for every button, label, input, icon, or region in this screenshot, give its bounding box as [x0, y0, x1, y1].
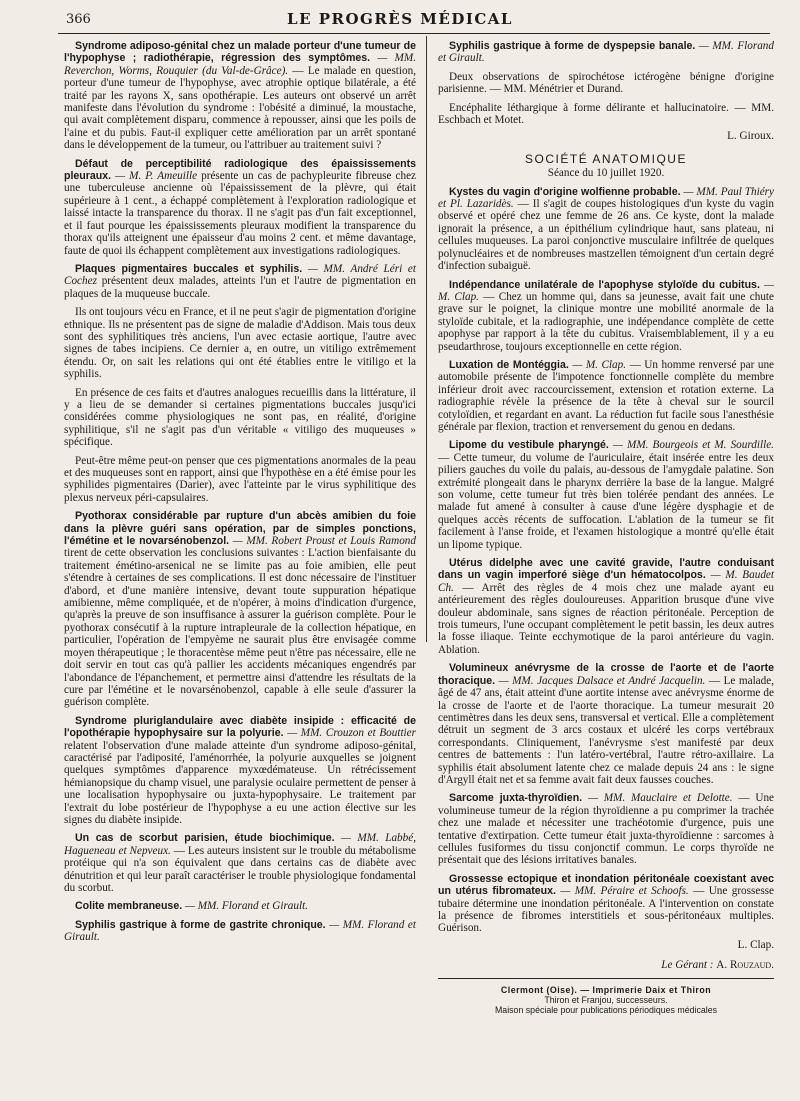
article-paragraph	[64, 715, 416, 827]
article-paragraph	[438, 279, 774, 353]
article-title: Un cas de scorbut parisien, étude biochimique.	[75, 832, 335, 845]
article-paragraph	[438, 557, 774, 656]
article-authors: — MM. Reverchon, Worms, Rouquier (du Val-de-Grâce).	[64, 52, 416, 77]
society-heading: SOCIÉTÉ ANATOMIQUE	[525, 151, 687, 166]
article-body: — Une volumineuse tumeur de la région thyroïdienne a pu comprimer la trachée chez une malade et nécessiter une trachéotomie d'urgence, puis une tentative d'extirpation. Cette tumeur était juxta-thyroïdienne : sarcomes à cellules fusiformes du tissu conjonctif commun. Le corps thyroïde ne présentait que des lésions irritatives banales.	[438, 792, 775, 867]
article-authors: — MM. Mauclaire et Delotte.	[587, 792, 733, 805]
article-title: Pyothorax considérable par rupture d'un abcès amibien du foie dans la plèvre guéri sans opération, par de simples ponctions, l'émétine et le novarsénobenzol.	[64, 510, 416, 548]
article-title: Indépendance unilatérale de l'apophyse styloïde du cubitus.	[449, 278, 760, 291]
gerant-label: Le Gérant :	[661, 959, 714, 972]
article-body: — Arrêt des règles de 4 mois chez une malade ayant eu antérieurement des règles douloureuses. Apparition brusque d'une vive douleur abdominale, sans signes de réaction péritonéale. Perception de trois tumeurs, l'une occupant complètement le petit bassin, les deux autres la fosse iliaque. Teinte ecchymotique de la paroi antérieure du vagin. Ablation.	[438, 581, 774, 656]
article-title: Utérus didelphe avec une cavité gravide, l'autre conduisant dans un vagin imperforé siège d'un hématocolpos.	[438, 557, 774, 582]
article-body: présente un cas de pachypleurite fibreuse chez une tuberculeuse ancienne où l'épaississement de la plèvre, qui était supérieure à 1 cent., a échappé complètement à l'exploration radiologique et laissé intacte la transparence du thorax. Il ne s'agit pas d'un fait exceptionnel, et il faut pourque les épaississements pleuraux modifient la transparence du thorax qu'ils atteignent une épaisseur d'au moins 2 cent. et même davantage, faute de quoi ils échappent complètement aux investigations radiologiques.	[64, 170, 417, 257]
page-number: 366	[66, 12, 91, 27]
article-body: — Il s'agit de coupes histologiques d'un kyste du vagin observé et opéré chez une femme de 26 ans. Ce kyste, dont la malade ignorait la présence, a un épithélium cylindrique haut, sans plateau, ni cellules muqueuses. La paroi conjonctive musculaire infiltrée de quelques polynucléaires et de nombreuses mastzellen témoignent d'un certain degré d'infection subaiguë.	[438, 198, 775, 273]
article-paragraph	[438, 40, 774, 65]
article-authors: — MM. André Léri et Cochez	[64, 262, 416, 288]
article-paragraph	[64, 40, 416, 152]
article-title: Plaques pigmentaires buccales et syphilis.	[75, 262, 303, 275]
article-paragraph	[438, 359, 774, 433]
article-title: Sarcome juxta-thyroïdien.	[449, 792, 583, 805]
session-date: Séance du 10 juillet 1920.	[547, 167, 665, 180]
article-body: — Les auteurs insistent sur le trouble du métabolisme protéique qui n'a son équivalent que dans certains cas de diabète avec dénutrition et qui leur paraît caractériser le trouble physiologique fondamental du scorbut.	[64, 844, 416, 894]
article-authors: — MM. Florand et Girault.	[184, 900, 309, 913]
article-paragraph	[438, 186, 774, 273]
right-column	[438, 40, 774, 1015]
article-paragraph	[64, 510, 416, 709]
article-title: Lipome du vestibule pharyngé.	[449, 439, 609, 452]
right-main-articles	[438, 186, 774, 935]
signature-clap: L. Clap.	[737, 938, 774, 951]
article-authors: — MM. Paul Thiéry et Pl. Lazaridès.	[438, 185, 775, 211]
article-authors: — M. P. Ameuille	[115, 170, 198, 183]
article-authors: — MM. Florand et Girault.	[438, 40, 774, 65]
article-paragraph	[438, 873, 774, 935]
article-paragraph	[64, 919, 416, 944]
article-paragraph	[64, 158, 416, 257]
article-authors: — MM. Robert Proust et Louis Ramond	[232, 535, 416, 548]
article-authors: — MM. Florand et Girault.	[64, 918, 416, 944]
article-body: Deux observations de spirochétose ictérogène bénigne d'origine parisienne. — MM. Ménétrier et Durand.	[438, 70, 774, 96]
header-rule	[58, 33, 770, 34]
article-title: Grossesse ectopique et inondation péritonéale coexistant avec un utérus fibromateux.	[438, 872, 774, 898]
article-authors: — MM. Jacques Dalsace et André Jacquelin.	[498, 674, 706, 687]
signature-giroux: L. Giroux.	[727, 130, 774, 143]
article-paragraph	[438, 102, 774, 127]
article-body: relatent l'observation d'une malade atteinte d'un syndrome adiposo-génital, caractérisé par l'adiposité, l'aménorrhée, la polyurie auxquelles se joignent quelques symptômes d'apparence myxœdémateuse. Un rétrécissement hémianopsique du champ visuel, une paralysie oculaire permettent de penser à une localisation hypophysaire ou juxta-hypophysaire. Le traitement par l'extrait du lobe postérieur de l'hypophyse a eu une action élective sur les signes du diabète insipide.	[64, 739, 416, 826]
article-continuation: Peut-être même peut-on penser que ces pigmentations anormales de la peau et des muqueuses sont en rapport, ainsi que l'hypothèse en a été émise pour les syphilides pigmentaires (Darier), avec l'atteinte par le virus syphilitique des plexus nerveux péri-capsulaires.	[64, 454, 416, 504]
printer-colophon	[438, 978, 774, 1015]
article-paragraph	[64, 263, 416, 300]
article-body: tirent de cette observation les conclusions suivantes : L'action bienfaisante du traitement émétino-arsenical ne se limite pas au foie amibien, elle peut s'étendre à certaines de ses complications. Il est donc nécessaire de l'instituer d'abord, et d'une manière intensive, devant toute suppuration hépatique amibienne, même compliquée, et de n'opérer, à moins d'indication d'urgence, qu'après la preuve de son insuffisance à assurer la guérison complète. Pour le pyothorax consécutif à la rupture intrapleurale de la collection hépatique, en particulier, l'opération de l'empyème ne saurait plus être envisagée comme moyen thérapeutique ; le thoracentèse même peut n'être pas nécessaire, elle ne doit servir en tout cas qu'à pallier les accidents mécaniques engendrés par l'abondance de l'épanchement, et permettre ainsi d'attendre les résultats de la cure par l'émétine et le novarsénobenzol, capable à elle seule d'assurer la guérison complète.	[64, 547, 416, 709]
article-body: présentent deux malades, atteints l'un et l'autre de pigmentation en plaques de la muqueuse buccale.	[64, 275, 416, 300]
article-title: Volumineux anévrysme de la crosse de l'aorte et de l'aorte thoracique.	[438, 662, 774, 687]
article-continuation: En présence de ces faits et d'autres analogues recueillis dans la littérature, il y a lieu de se demander si certaines pigmentations buccales jusqu'ici considérées comme physiologiques ne sont pas, en réalité, d'origine syphilitique, s'il ne s'agit pas d'un véritable « vitiligo des muqueuses » spécifique.	[64, 386, 416, 449]
gerant-name: A. Rouzaud.	[716, 959, 774, 972]
article-paragraph	[438, 792, 774, 866]
article-paragraph	[438, 439, 774, 551]
gerant-line	[438, 959, 774, 971]
article-body: — Cette tumeur, du volume de l'auriculaire, était insérée entre les deux piliers gauches du voile du palais, au-dessous de l'amygdale palatine. Son extrémité plongeait dans le pharynx derrière la base de la langue. Malgré son volume, cette tumeur fut très bien tolérée pendant des années. Le malade fut amené à consulter à cause d'une légère dysphagie et de quelques accès récents de suffocation. L'ablation de la tumeur se fit facilement à l'anse froide, et l'examen histologique a montré qu'elle était un lipome typique.	[438, 451, 774, 551]
article-title: Luxation de Montéggia.	[449, 358, 569, 371]
printer-note: Maison spéciale pour publications périodiques médicales	[494, 1004, 717, 1015]
article-body: Encéphalite léthargique à forme délirante et hallucinatoire. — MM. Eschbach et Motet.	[438, 101, 774, 127]
article-title: Syndrome pluriglandulaire avec diabète insipide : efficacité de l'opothérapie hypophysaire sur la polyurie.	[64, 714, 416, 740]
article-body: — Un homme renversé par une automobile présente de l'impotence fonctionnelle complète du membre inférieur droit avec raccourcissement, extension et rotation externe. La radiographie révèle la présence de la tête à cheval sur le sourcil cotyloïdien, et regardant en avant. La réduction fut facile sous l'anesthésie générale par flexion, traction et renversement du genou en dedans.	[438, 358, 775, 433]
article-body: — Chez un homme qui, dans sa jeunesse, avait fait une chute grave sur le poignet, la clinique montre une mobilité anormale de la styloïde cubitale, et la radiographie, une indépendance complète de cette apophyse par rapport à la tête du cubitus. Vraisemblablement, il y a eu pseudarthrose, toujours exceptionnelle en cette région.	[438, 290, 775, 353]
article-paragraph	[64, 900, 416, 912]
article-body: — Une grossesse tubaire détermine une inondation péritonéale. A l'intervention on constate la présence de fibromes interstitiels et sous-péritonéaux multiples. Guérison.	[438, 885, 774, 935]
article-title: Colite membraneuse.	[75, 900, 183, 913]
article-authors: — M. Baudet Ch.	[438, 569, 775, 594]
article-title: Défaut de perceptibilité radiologique des épaississements pleuraux.	[64, 157, 416, 183]
column-divider	[426, 36, 427, 642]
article-title: Syndrome adiposo-génital chez un malade porteur d'une tumeur de l'hypophyse ; radiothérapie, régression des symptômes.	[64, 40, 416, 65]
article-authors: — MM. Péraire et Schoofs.	[560, 885, 689, 898]
article-continuation: Ils ont toujours vécu en France, et il ne peut s'agir de pigmentation d'origine ethnique. Ils ne présentent pas de signe de maladie d'Addison. Mais tous deux sont des syphilitiques très anciens, l'un avec ectasie aortique, l'autre avec signes de tabes incipiens. Ce dernier a, en outre, un vitiligo extrêmement étendu. Or, on sait les relations qui ont été établies entre le vitiligo et la syphilis.	[64, 306, 416, 381]
article-body: — Le malade, âgé de 47 ans, était atteint d'une aortite intense avec anévrysme énorme de la crosse de l'aorte et de l'aorte thoracique. La tumeur mesurait 20 centimètres dans les deux sens, transversal et vertical. Elle a complètement détruit un segment de 3 arcs costaux et ulcéré les corps vertébraux correspondants. Cliniquement, l'anévrysme s'est manifesté par deux centres de battements : l'un latéro-vertébral, l'autre rétro-axillaire. La syphilis était absolument latente chez ce malade depuis 24 ans : le signe d'Argyll était net et sa femme avait fait deux fausses couches.	[438, 674, 775, 786]
journal-title: LE PROGRÈS MÉDICAL	[287, 10, 513, 28]
right-top-articles	[438, 40, 774, 126]
printer-successors: Thiron et Franjou, successeurs.	[544, 994, 668, 1005]
article-title: Syphilis gastrique à forme de gastrite chronique.	[75, 918, 326, 931]
article-authors: — MM. Labbé, Hagueneau et Nepveux.	[64, 832, 416, 857]
left-column	[64, 40, 416, 950]
printer-line: Clermont (Oise). — Imprimerie Daix et Thiron	[500, 984, 712, 995]
article-paragraph	[64, 832, 416, 894]
article-authors: — MM. Crouzon et Bouttier	[287, 727, 416, 740]
article-body: — Le malade en question, porteur d'une tumeur de l'hypophyse, avec atrophie optique bilatérale, a été traité par les rayons X, sans opothérapie. Les auteurs ont observé un arrêt manifeste dans l'évolution du syndrome : l'obésité a diminué, la moustache, qui avait complètement disparu, commence à repousser, ainsi que les poils de l'aine et du pubis. Faut-il expliquer cette amélioration par un arrêt spontané dans le développement de la tumeur, ou l'attribuer au traitement suivi ?	[64, 64, 417, 152]
article-authors: — MM. Bourgeois et M. Sourdille.	[612, 439, 774, 452]
article-authors: — M. Clap.	[438, 278, 774, 303]
article-title: Kystes du vagin d'origine wolfienne probable.	[449, 185, 681, 198]
article-paragraph	[438, 662, 774, 786]
article-authors: — M. Clap.	[572, 358, 627, 371]
article-paragraph	[438, 71, 774, 96]
article-title: Syphilis gastrique à forme de dyspepsie banale.	[449, 40, 696, 52]
